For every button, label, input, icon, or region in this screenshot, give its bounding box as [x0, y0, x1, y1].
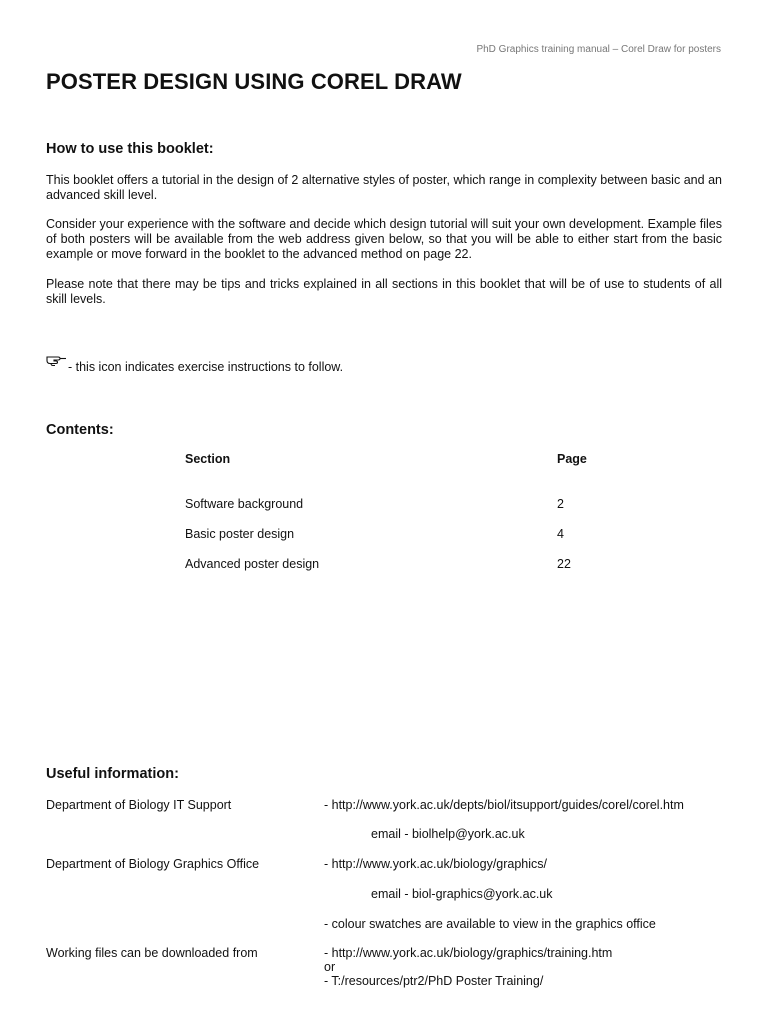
contents-page-number: 4 — [557, 527, 564, 541]
how-to-heading: How to use this booklet: — [46, 141, 214, 157]
contents-page-number: 22 — [557, 557, 571, 571]
graphics-office-url[interactable]: - http://www.york.ac.uk/biology/graphics/ — [324, 857, 548, 871]
working-files-label: Working files can be downloaded from — [46, 946, 258, 960]
contents-header-row — [185, 452, 605, 468]
contents-section-name: Software background — [185, 497, 304, 511]
how-to-paragraph-2: Consider your experience with the software and decide which design tutorial will suit your own development. Example files of both posters will be available from the web address given below, so that you will be able to either start from the basic example or move forward in the booklet to the advanced method on page 22. — [46, 217, 722, 261]
how-to-paragraph-3: Please note that there may be tips and tricks explained in all sections in this booklet that will be of use to students of all skill levels. — [46, 277, 722, 306]
contents-row — [185, 557, 605, 573]
contents-page-number: 2 — [557, 497, 564, 511]
working-files-or: or — [324, 960, 336, 974]
graphics-office-email[interactable]: email - biol-graphics@york.ac.uk — [371, 887, 553, 901]
pointing-hand-icon — [46, 353, 68, 367]
it-support-url[interactable]: - http://www.york.ac.uk/depts/biol/itsupport/guides/corel/corel.htm — [324, 798, 684, 812]
useful-info-heading: Useful information: — [46, 766, 179, 782]
contents-row — [185, 527, 605, 543]
icon-legend — [46, 355, 343, 374]
contents-heading: Contents: — [46, 422, 114, 438]
how-to-paragraph-1: This booklet offers a tutorial in the design of 2 alternative styles of poster, which range in complexity between basic and an advanced skill level. — [46, 173, 722, 202]
contents-section-name: Advanced poster design — [185, 557, 320, 571]
page-title: POSTER DESIGN USING COREL DRAW — [46, 69, 462, 94]
working-files-url[interactable]: - http://www.york.ac.uk/biology/graphics/training.htm — [324, 946, 613, 960]
contents-row — [185, 497, 605, 513]
working-files-links — [324, 946, 612, 988]
working-files-path[interactable]: - T:/resources/ptr2/PhD Poster Training/ — [324, 974, 544, 988]
running-header: PhD Graphics training manual – Corel Draw for posters — [476, 44, 721, 55]
it-support-email[interactable]: email - biolhelp@york.ac.uk — [371, 827, 525, 841]
swatches-note: - colour swatches are available to view in the graphics office — [324, 917, 656, 931]
graphics-office-label: Department of Biology Graphics Office — [46, 857, 260, 871]
icon-legend-text: - this icon indicates exercise instructions to follow. — [68, 360, 344, 374]
contents-col-page: Page — [557, 452, 587, 466]
it-support-label: Department of Biology IT Support — [46, 798, 232, 812]
contents-col-section: Section — [185, 452, 231, 466]
contents-section-name: Basic poster design — [185, 527, 295, 541]
